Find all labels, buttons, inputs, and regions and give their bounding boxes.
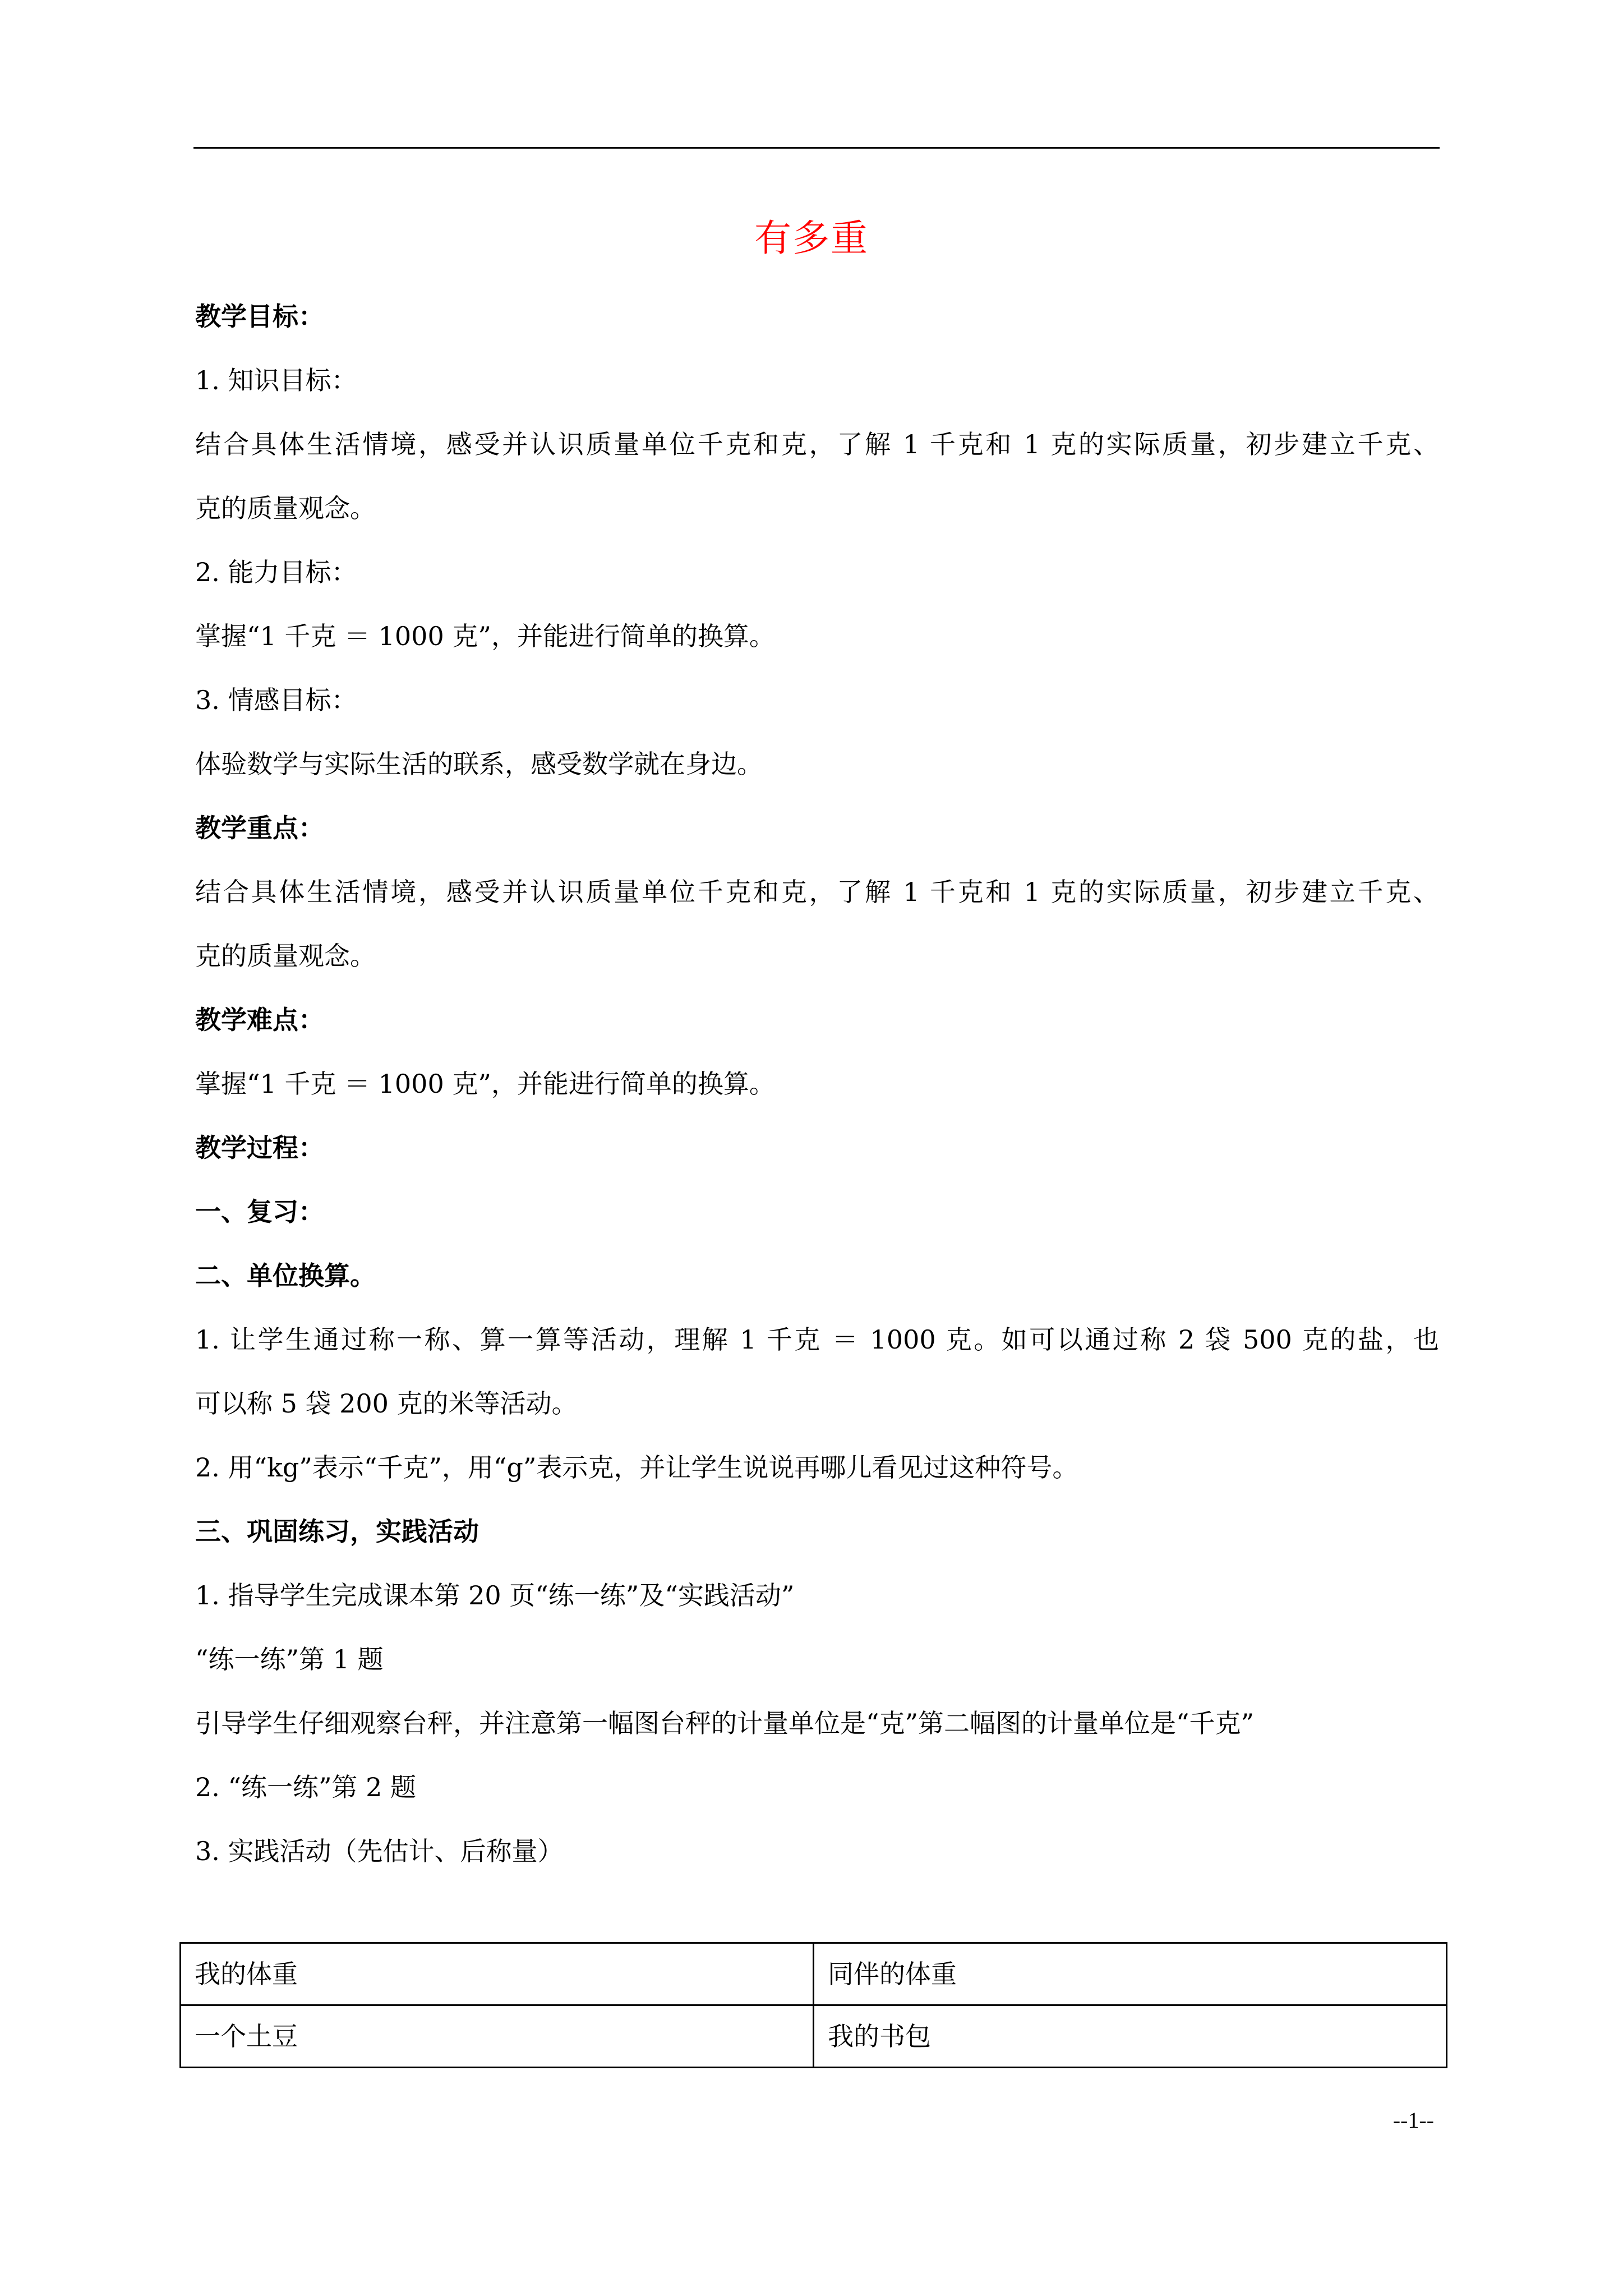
key-points-text-line-2: 克的质量观念。 xyxy=(195,941,376,971)
table-row xyxy=(181,2005,1447,2068)
page-number: --1-- xyxy=(1393,2108,1434,2133)
practice-item-2: 2. “练一练”第 2 题 xyxy=(195,1772,417,1802)
heading-difficulties: 教学难点： xyxy=(195,1005,324,1035)
goal-knowledge-text-line-1: 结合具体生活情境，感受并认识质量单位千克和克，了解 1 千克和 1 克的实际质量，初步建立千克、 xyxy=(195,429,1439,459)
practice-exercise-1: “练一练”第 1 题 xyxy=(195,1644,384,1674)
heading-teaching-process: 教学过程： xyxy=(195,1133,324,1163)
practice-guidance: 引导学生仔细观察台秤，并注意第一幅图台秤的计量单位是“克”第二幅图的计量单位是“千克” xyxy=(195,1708,1255,1738)
goal-emotion-label: 3. 情感目标： xyxy=(195,685,357,715)
conversion-item-1-line-2: 可以称 5 袋 200 克的米等活动。 xyxy=(195,1388,578,1419)
table-cell: 我的书包 xyxy=(814,2005,1447,2068)
table-cell: 我的体重 xyxy=(181,1943,814,2005)
goal-knowledge-label: 1. 知识目标： xyxy=(195,365,357,395)
activity-table xyxy=(179,1942,1447,2068)
goal-knowledge-text-line-2: 克的质量观念。 xyxy=(195,493,376,523)
heading-unit-conversion: 二、单位换算。 xyxy=(195,1260,376,1291)
conversion-item-2: 2. 用“kg”表示“千克”，用“g”表示克，并让学生说说再哪儿看见过这种符号。 xyxy=(195,1452,1078,1483)
heading-review: 一、复习： xyxy=(195,1197,324,1227)
conversion-item-1-line-1: 1. 让学生通过称一称、算一算等活动，理解 1 千克 ＝ 1000 克。如可以通过称 2 袋 500 克的盐，也 xyxy=(195,1324,1439,1355)
heading-practice: 三、巩固练习，实践活动 xyxy=(195,1516,479,1547)
practice-item-1: 1. 指导学生完成课本第 20 页“练一练”及“实践活动” xyxy=(195,1580,795,1611)
goal-ability-label: 2. 能力目标： xyxy=(195,557,357,587)
goal-ability-text: 掌握“1 千克 ＝ 1000 克”，并能进行简单的换算。 xyxy=(195,621,775,651)
table-row xyxy=(181,1943,1447,2005)
key-points-text-line-1: 结合具体生活情境，感受并认识质量单位千克和克，了解 1 千克和 1 克的实际质量，初步建立千克、 xyxy=(195,877,1439,907)
difficulties-text: 掌握“1 千克 ＝ 1000 克”，并能进行简单的换算。 xyxy=(195,1069,775,1099)
header-rule xyxy=(193,147,1440,149)
document-title: 有多重 xyxy=(754,217,869,260)
heading-teaching-goals: 教学目标： xyxy=(195,301,324,332)
goal-emotion-text: 体验数学与实际生活的联系，感受数学就在身边。 xyxy=(195,749,763,779)
heading-key-points: 教学重点： xyxy=(195,813,324,843)
table-cell: 同伴的体重 xyxy=(814,1943,1447,2005)
practice-item-3: 3. 实践活动（先估计、后称量） xyxy=(195,1836,564,1866)
table-cell: 一个土豆 xyxy=(181,2005,814,2068)
